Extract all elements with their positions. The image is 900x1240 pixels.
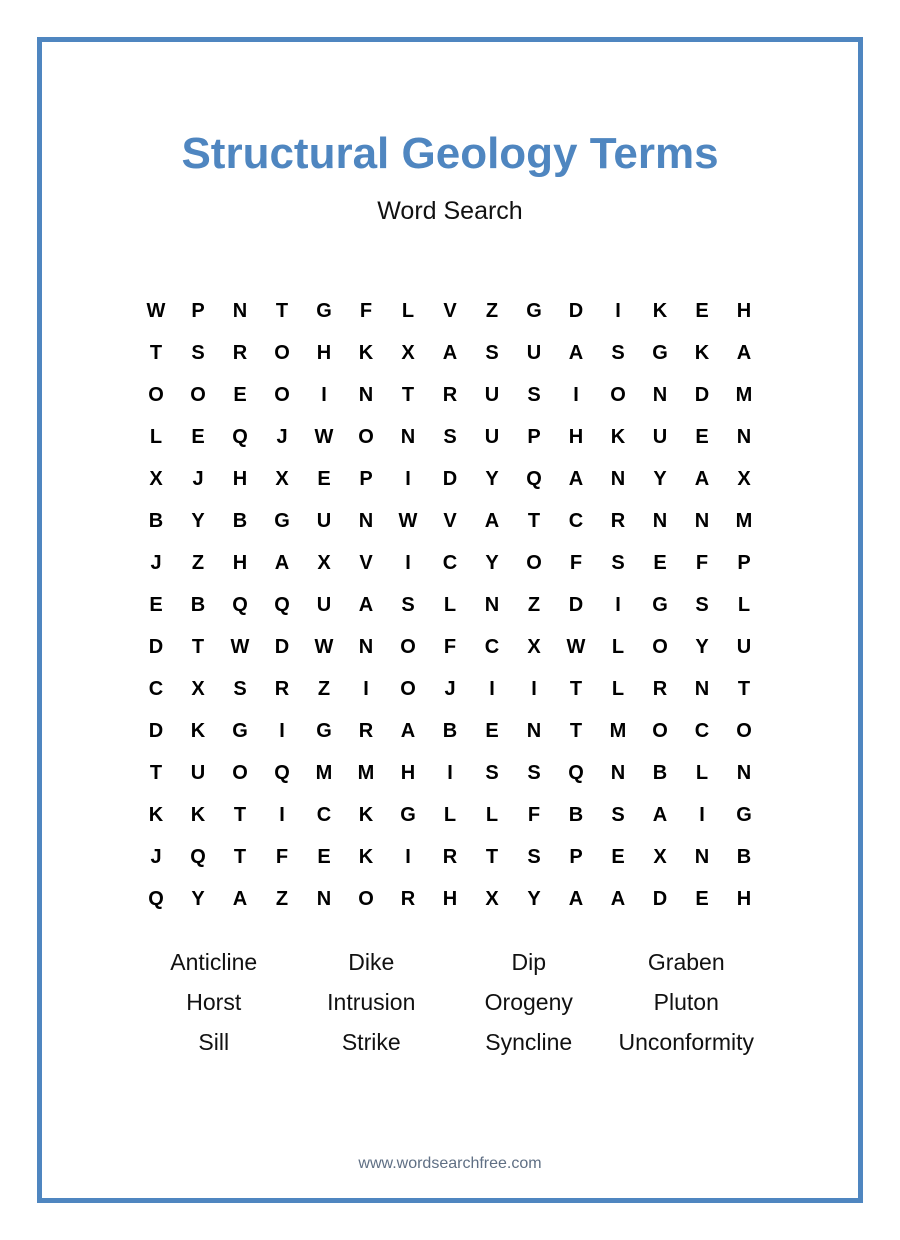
grid-letter: U (526, 341, 542, 364)
grid-letter: H (400, 761, 416, 784)
grid-letter: A (484, 509, 500, 532)
word-list-row (135, 982, 765, 1022)
grid-letter: E (611, 845, 625, 868)
grid-letter: A (568, 887, 584, 910)
word-list-item: Intrusion (327, 988, 416, 1015)
grid-letter: Q (148, 887, 164, 910)
grid-row (135, 668, 765, 710)
grid-letter: S (527, 761, 541, 784)
grid-letter: G (400, 803, 416, 826)
grid-letter: Q (232, 593, 248, 616)
word-list-item: Unconformity (618, 1028, 754, 1055)
grid-letter: B (148, 509, 164, 532)
grid-letter: I (615, 299, 621, 322)
grid-letter: E (317, 845, 331, 868)
grid-letter: W (230, 635, 250, 658)
grid-letter: O (652, 635, 668, 658)
grid-letter: W (146, 299, 166, 322)
letter-grid (135, 290, 765, 920)
grid-letter: G (526, 299, 542, 322)
grid-letter: A (568, 341, 584, 364)
grid-letter: K (652, 299, 668, 322)
grid-letter: W (566, 635, 586, 658)
grid-row (135, 416, 765, 458)
grid-letter: N (232, 299, 248, 322)
grid-letter: R (232, 341, 248, 364)
grid-letter: K (610, 425, 626, 448)
word-list-row (135, 942, 765, 982)
grid-letter: L (695, 761, 709, 784)
grid-letter: N (736, 425, 752, 448)
grid-row (135, 752, 765, 794)
grid-letter: T (233, 845, 247, 868)
grid-letter: S (443, 425, 457, 448)
grid-letter: I (615, 593, 621, 616)
grid-letter: E (191, 425, 205, 448)
grid-letter: Q (232, 425, 248, 448)
grid-row (135, 458, 765, 500)
grid-letter: P (569, 845, 583, 868)
grid-letter: N (526, 719, 542, 742)
grid-letter: N (316, 887, 332, 910)
grid-letter: T (149, 341, 163, 364)
grid-letter: O (274, 341, 290, 364)
grid-letter: K (358, 803, 374, 826)
grid-letter: Y (527, 887, 541, 910)
grid-letter: C (442, 551, 458, 574)
grid-letter: F (695, 551, 709, 574)
grid-letter: M (357, 761, 375, 784)
grid-letter: J (192, 467, 204, 490)
grid-letter: I (699, 803, 705, 826)
grid-letter: O (190, 383, 206, 406)
grid-letter: E (149, 593, 163, 616)
grid-letter: N (652, 509, 668, 532)
page-subtitle: Word Search (377, 197, 523, 225)
grid-letter: S (191, 341, 205, 364)
grid-letter: W (398, 509, 418, 532)
grid-letter: O (400, 635, 416, 658)
grid-letter: L (485, 803, 499, 826)
grid-letter: W (314, 425, 334, 448)
grid-letter: J (150, 551, 162, 574)
grid-letter: A (358, 593, 374, 616)
grid-letter: X (401, 341, 415, 364)
grid-letter: M (609, 719, 627, 742)
grid-letter: R (652, 677, 668, 700)
grid-letter: I (405, 845, 411, 868)
word-list (135, 942, 765, 1062)
grid-letter: G (652, 593, 668, 616)
grid-letter: T (569, 677, 583, 700)
grid-letter: X (653, 845, 667, 868)
grid-letter: A (694, 467, 710, 490)
grid-letter: A (652, 803, 668, 826)
word-list-item: Dip (511, 948, 546, 975)
grid-letter: S (611, 803, 625, 826)
grid-letter: T (275, 299, 289, 322)
grid-letter: X (275, 467, 289, 490)
grid-letter: Q (568, 761, 584, 784)
grid-letter: E (695, 299, 709, 322)
grid-letter: X (737, 467, 751, 490)
grid-letter: E (485, 719, 499, 742)
grid-letter: R (400, 887, 416, 910)
grid-letter: L (737, 593, 751, 616)
grid-letter: R (442, 383, 458, 406)
grid-letter: A (232, 887, 248, 910)
grid-letter: N (358, 383, 374, 406)
grid-letter: B (736, 845, 752, 868)
grid-letter: O (358, 887, 374, 910)
grid-letter: S (485, 341, 499, 364)
grid-letter: S (527, 845, 541, 868)
grid-letter: F (569, 551, 583, 574)
grid-letter: I (321, 383, 327, 406)
grid-letter: D (148, 719, 164, 742)
grid-letter: Z (485, 299, 499, 322)
grid-letter: V (443, 299, 457, 322)
grid-letter: R (610, 509, 626, 532)
grid-letter: Q (190, 845, 206, 868)
grid-letter: N (694, 509, 710, 532)
grid-letter: H (442, 887, 458, 910)
grid-letter: L (443, 803, 457, 826)
grid-letter: D (568, 299, 584, 322)
grid-letter: N (400, 425, 416, 448)
grid-letter: L (611, 635, 625, 658)
word-list-item: Pluton (653, 988, 719, 1015)
grid-letter: I (279, 719, 285, 742)
grid-letter: T (569, 719, 583, 742)
grid-letter: Q (526, 467, 542, 490)
grid-letter: Q (274, 593, 290, 616)
grid-letter: K (148, 803, 164, 826)
grid-letter: N (610, 467, 626, 490)
grid-letter: G (232, 719, 248, 742)
grid-letter: C (148, 677, 164, 700)
footer-url: www.wordsearchfree.com (358, 1155, 542, 1172)
grid-letter: V (359, 551, 373, 574)
grid-row (135, 626, 765, 668)
grid-letter: A (568, 467, 584, 490)
grid-row (135, 500, 765, 542)
grid-letter: F (443, 635, 457, 658)
grid-letter: I (279, 803, 285, 826)
grid-letter: N (652, 383, 668, 406)
grid-row (135, 542, 765, 584)
grid-letter: K (358, 341, 374, 364)
grid-letter: I (405, 467, 411, 490)
word-list-row (135, 1022, 765, 1062)
grid-letter: D (694, 383, 710, 406)
grid-letter: E (233, 383, 247, 406)
grid-letter: L (611, 677, 625, 700)
grid-letter: M (735, 509, 753, 532)
grid-letter: N (484, 593, 500, 616)
grid-letter: A (274, 551, 290, 574)
grid-letter: N (358, 635, 374, 658)
grid-letter: A (400, 719, 416, 742)
grid-letter: G (274, 509, 290, 532)
grid-letter: X (149, 467, 163, 490)
grid-letter: K (190, 719, 206, 742)
grid-letter: O (736, 719, 752, 742)
grid-letter: H (232, 551, 248, 574)
grid-letter: U (736, 635, 752, 658)
grid-letter: L (149, 425, 163, 448)
grid-letter: T (401, 383, 415, 406)
grid-letter: I (405, 551, 411, 574)
grid-letter: G (652, 341, 668, 364)
grid-letter: A (736, 341, 752, 364)
grid-letter: Z (275, 887, 289, 910)
grid-letter: Z (317, 677, 331, 700)
grid-letter: E (695, 425, 709, 448)
grid-letter: I (447, 761, 453, 784)
grid-letter: D (652, 887, 668, 910)
grid-letter: P (737, 551, 751, 574)
grid-letter: B (232, 509, 248, 532)
grid-letter: B (568, 803, 584, 826)
grid-letter: P (359, 467, 373, 490)
grid-letter: S (233, 677, 247, 700)
grid-letter: O (232, 761, 248, 784)
grid-letter: U (484, 383, 500, 406)
grid-letter: H (736, 887, 752, 910)
grid-letter: A (442, 341, 458, 364)
grid-letter: K (694, 341, 710, 364)
grid-letter: B (442, 719, 458, 742)
grid-row (135, 332, 765, 374)
grid-letter: O (148, 383, 164, 406)
grid-letter: I (489, 677, 495, 700)
grid-letter: N (736, 761, 752, 784)
grid-letter: E (653, 551, 667, 574)
grid-letter: H (568, 425, 584, 448)
grid-letter: H (232, 467, 248, 490)
word-list-item: Sill (198, 1028, 230, 1055)
grid-letter: M (735, 383, 753, 406)
grid-letter: N (358, 509, 374, 532)
grid-row (135, 710, 765, 752)
grid-letter: H (736, 299, 752, 322)
grid-row (135, 374, 765, 416)
grid-letter: X (485, 887, 499, 910)
grid-letter: O (274, 383, 290, 406)
grid-row (135, 290, 765, 332)
grid-letter: S (611, 551, 625, 574)
grid-letter: I (573, 383, 579, 406)
grid-letter: J (444, 677, 456, 700)
grid-letter: E (317, 467, 331, 490)
grid-letter: N (610, 761, 626, 784)
grid-letter: Y (695, 635, 709, 658)
grid-letter: Y (191, 887, 205, 910)
grid-letter: N (694, 677, 710, 700)
grid-letter: K (190, 803, 206, 826)
grid-row (135, 794, 765, 836)
word-list-item: Strike (341, 1028, 401, 1055)
grid-letter: D (148, 635, 164, 658)
grid-letter: U (316, 593, 332, 616)
grid-letter: X (527, 635, 541, 658)
grid-letter: O (610, 383, 626, 406)
grid-letter: H (316, 341, 332, 364)
grid-letter: C (316, 803, 332, 826)
grid-letter: I (531, 677, 537, 700)
grid-letter: E (695, 887, 709, 910)
grid-letter: Y (653, 467, 667, 490)
grid-letter: F (275, 845, 289, 868)
grid-letter: M (315, 761, 333, 784)
grid-letter: T (149, 761, 163, 784)
grid-letter: C (568, 509, 584, 532)
grid-letter: O (526, 551, 542, 574)
grid-row (135, 878, 765, 920)
grid-letter: T (527, 509, 541, 532)
grid-letter: O (400, 677, 416, 700)
grid-letter: X (317, 551, 331, 574)
grid-letter: Y (485, 551, 499, 574)
grid-letter: T (233, 803, 247, 826)
grid-letter: F (527, 803, 541, 826)
grid-letter: I (363, 677, 369, 700)
word-list-item: Dike (348, 948, 395, 975)
grid-letter: G (316, 299, 332, 322)
grid-letter: G (736, 803, 752, 826)
grid-letter: U (190, 761, 206, 784)
grid-letter: L (401, 299, 415, 322)
grid-letter: T (485, 845, 499, 868)
grid-letter: S (527, 383, 541, 406)
grid-letter: A (610, 887, 626, 910)
grid-letter: O (358, 425, 374, 448)
word-list-item: Graben (647, 948, 725, 975)
grid-letter: T (191, 635, 205, 658)
word-list-item: Anticline (170, 948, 258, 975)
word-list-item: Syncline (485, 1028, 573, 1055)
grid-letter: B (652, 761, 668, 784)
grid-row (135, 836, 765, 878)
page-title: Structural Geology Terms (181, 129, 719, 178)
grid-letter: Z (191, 551, 205, 574)
grid-letter: C (694, 719, 710, 742)
grid-letter: Z (527, 593, 541, 616)
grid-letter: V (443, 509, 457, 532)
word-list-item: Horst (186, 988, 242, 1015)
grid-letter: N (694, 845, 710, 868)
grid-letter: U (316, 509, 332, 532)
grid-letter: U (484, 425, 500, 448)
grid-letter: G (316, 719, 332, 742)
grid-letter: J (276, 425, 288, 448)
grid-letter: R (274, 677, 290, 700)
grid-letter: W (314, 635, 334, 658)
grid-letter: K (358, 845, 374, 868)
grid-letter: T (737, 677, 751, 700)
grid-letter: L (443, 593, 457, 616)
grid-letter: P (191, 299, 205, 322)
grid-letter: J (150, 845, 162, 868)
word-list-item: Orogeny (484, 988, 573, 1015)
grid-letter: O (652, 719, 668, 742)
grid-letter: F (359, 299, 373, 322)
grid-letter: Q (274, 761, 290, 784)
grid-letter: R (358, 719, 374, 742)
grid-letter: P (527, 425, 541, 448)
grid-letter: D (274, 635, 290, 658)
grid-letter: Y (191, 509, 205, 532)
grid-letter: D (442, 467, 458, 490)
grid-letter: C (484, 635, 500, 658)
grid-letter: R (442, 845, 458, 868)
grid-letter: B (190, 593, 206, 616)
grid-letter: Y (485, 467, 499, 490)
grid-row (135, 584, 765, 626)
grid-letter: S (611, 341, 625, 364)
grid-letter: S (695, 593, 709, 616)
grid-letter: S (401, 593, 415, 616)
grid-letter: D (568, 593, 584, 616)
grid-letter: S (485, 761, 499, 784)
grid-letter: X (191, 677, 205, 700)
grid-letter: U (652, 425, 668, 448)
